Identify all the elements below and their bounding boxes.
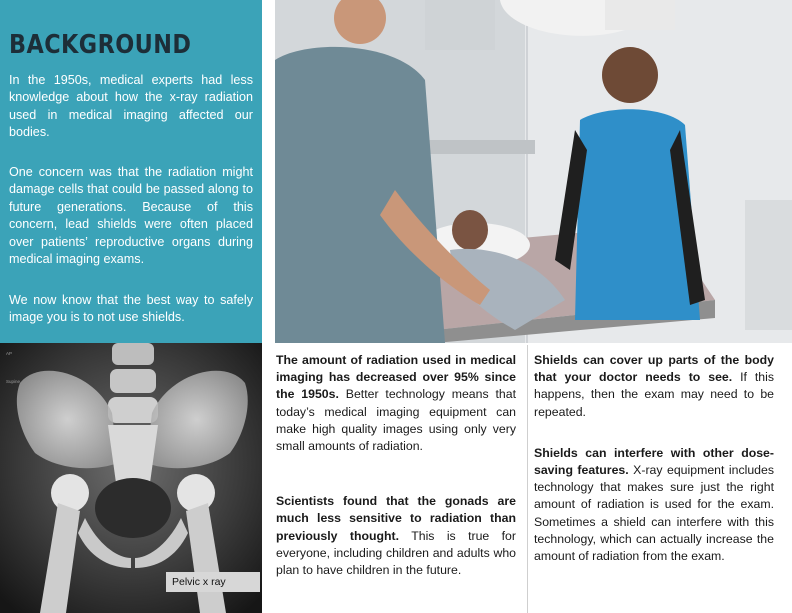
exam-room-photo	[275, 0, 792, 343]
right-column	[534, 352, 774, 565]
middle-block-2	[276, 493, 516, 579]
intro-paragraph-2: One concern was that the radiation might damage cells that could be passed along to future generations. Because of this concern, lead shields were often placed over patients’ reproductive organs during medical imaging exams.	[9, 165, 253, 267]
intro-paragraph-3: We now know that the best way to safely image you is to not use shields.	[9, 293, 253, 325]
right-block-2-body: X-ray equipment includes technology that makes sure just the right amount of radiation is used for the exam. Sometimes a shield can interfere with this technology, which can actually increase the amount of radiation from the exam.	[534, 463, 774, 564]
right-block-1-body: If this happens, then the exam may need to be repeated.	[534, 370, 774, 419]
right-block-2-lead: Shields can interfere with other dose-saving features.	[534, 445, 774, 478]
section-title: BACKGROUND	[9, 30, 192, 60]
middle-block-2-lead: Scientists found that the gonads are much less sensitive to radiation than previously thought.	[276, 494, 516, 543]
background-panel	[0, 0, 262, 343]
xray-marker-supine: Supine	[6, 379, 21, 384]
middle-column	[276, 352, 516, 579]
xray-marker-ap: AP	[6, 351, 13, 356]
middle-block-1-lead: The amount of radiation used in medical imaging has decreased over 95% since the 1950s.	[276, 353, 516, 402]
column-divider	[527, 345, 528, 613]
middle-block-1-body: Better technology means that today’s medical imaging equipment can make high quality images using only very small amounts of radiation.	[276, 387, 516, 454]
intro-paragraph-1: In the 1950s, medical experts had less knowledge about how the x-ray radiation used in medical imaging affected our bodies.	[9, 73, 253, 140]
middle-block-1	[276, 352, 516, 455]
xray-caption: Pelvic x ray	[166, 572, 260, 592]
exam-photo-illustration	[275, 0, 792, 343]
right-block-1-lead: Shields can cover up parts of the body that your doctor needs to see.	[534, 353, 774, 385]
right-block-2	[534, 445, 774, 565]
right-block-1	[534, 352, 774, 421]
column-gutter	[262, 0, 275, 613]
middle-block-2-body: This is true for everyone, including children and adults who plan to have children in the future.	[276, 528, 516, 578]
